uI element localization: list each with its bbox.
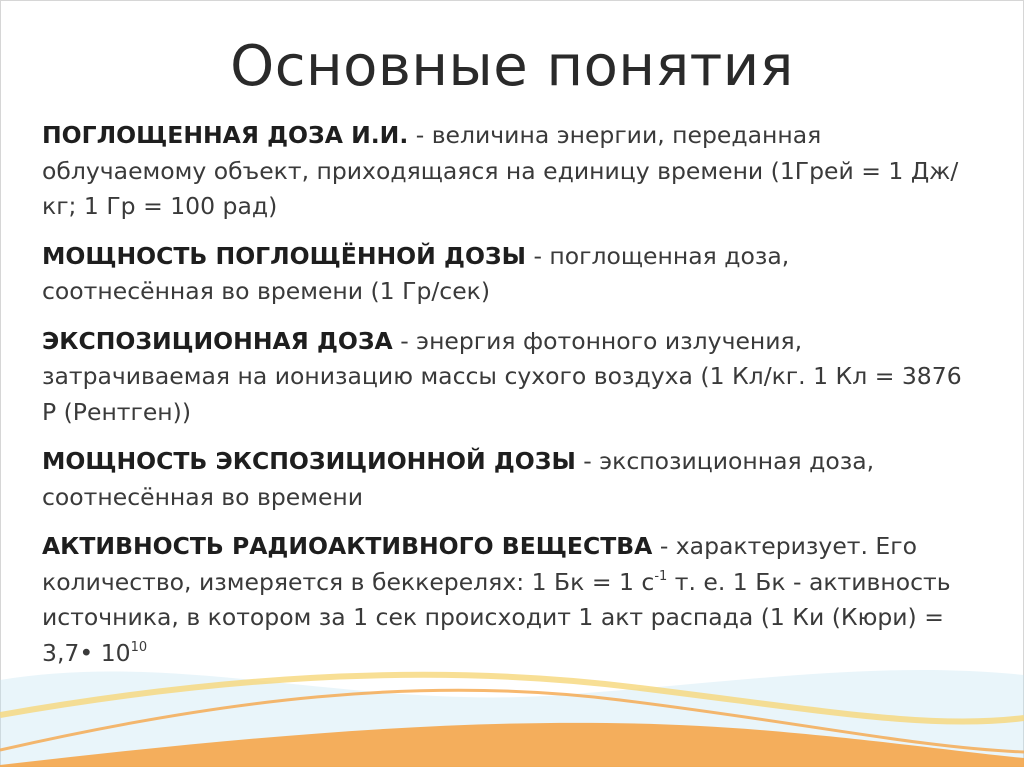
description-activity-part-2: т. е. 1 Бк - активность источника, в котором за 1 сек происходит 1 акт распада (1 Ки (Кюри) = 3,7• 10 (42, 567, 951, 667)
definition-absorbed-dose-rate (42, 239, 962, 310)
slide-title: Основные понятия (230, 34, 794, 99)
description-activity-part-1: - характеризует. Его количество, измеряется в беккерелях: 1 Бк = 1 с (42, 532, 917, 596)
definition-exposure-dose (42, 324, 962, 431)
description-exposure-dose-rate: - экспозиционная доза, соотнесённая во времени (42, 447, 875, 511)
description-exposure-dose: - энергия фотонного излучения, затрачиваемая на ионизацию массы сухого воздуха (1 Кл/кг. 1 Кл = 3876 Р (Рентген)) (42, 326, 962, 426)
term-exposure-dose: ЭКСПОЗИЦИОННАЯ ДОЗА (42, 326, 393, 355)
superscript-ten: 10 (130, 639, 148, 655)
decorative-waves (0, 640, 1024, 767)
term-absorbed-dose-rate: МОЩНОСТЬ ПОГЛОЩЁННОЙ ДОЗЫ (42, 241, 526, 270)
term-absorbed-dose: ПОГЛОЩЕННАЯ ДОЗА И.И. (42, 121, 409, 149)
term-exposure-dose-rate: МОЩНОСТЬ ЭКСПОЗИЦИОННОЙ ДОЗЫ (42, 447, 576, 475)
description-absorbed-dose: - величина энергии, переданная облучаемому объект, приходящаяся на единицу времени (1Грей = 1 Дж/кг; 1 Гр = 100 рад) (42, 121, 959, 220)
term-activity: АКТИВНОСТЬ РАДИОАКТИВНОГО ВЕЩЕСТВА (42, 532, 653, 560)
definition-exposure-dose-rate (42, 444, 962, 515)
definition-absorbed-dose (42, 118, 962, 225)
superscript-minus-one: -1 (654, 568, 668, 584)
definitions-list (42, 118, 962, 685)
description-absorbed-dose-rate: - поглощенная доза, соотнесённая во времени (1 Гр/сек) (42, 241, 790, 305)
